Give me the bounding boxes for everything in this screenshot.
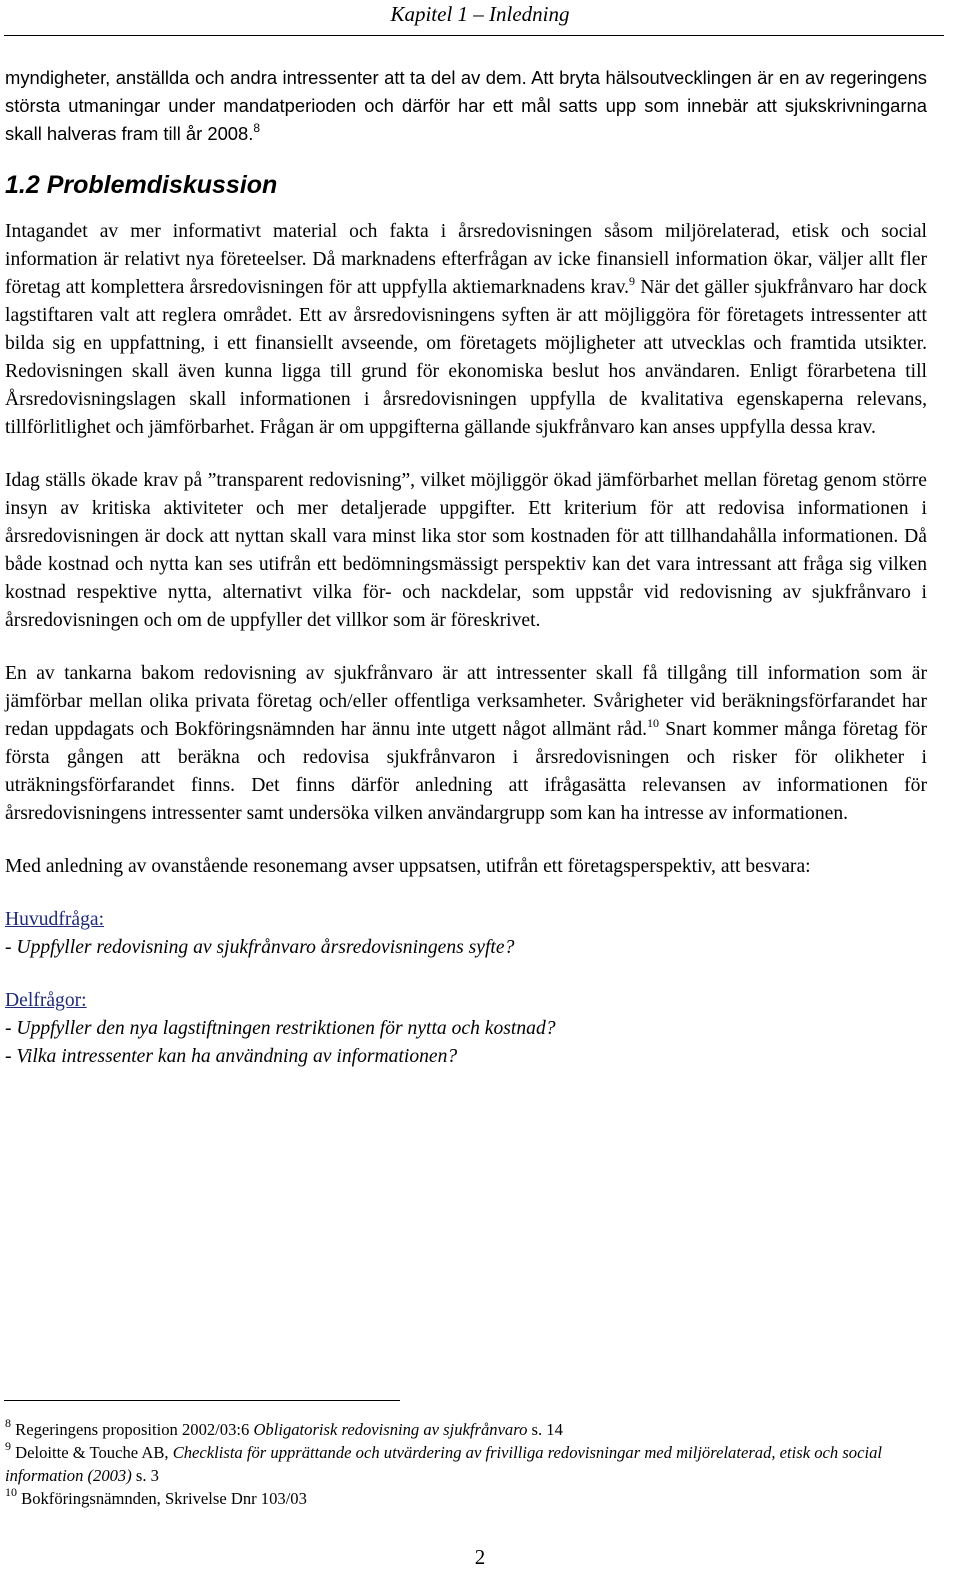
paragraph-text: När det gäller sjukfrånvaro har dock lagstiftaren valt att reglera området. Ett av årsredovisningens syften är att möjliggöra för företagets intressenter att bilda sig en uppfattning, i ett finansiellt avseende, om företagets möjligheter att utvecklas och framtida utsikter. Redovisningen skall även kunna ligga till grund för ekonomiska beslut hos användaren. Enligt förarbetena till Årsredovisningslagen skall informationen i årsredovisningen uppfylla de kvalitativa egenskaperna relevans, tillförlitlighet och jämförbarhet. Frågan är om uppgifterna gällande sjukfrånvaro kan anses uppfylla dessa krav.: [5, 277, 927, 438]
footnote-page: s. 14: [527, 1420, 563, 1439]
sub-question-2: - Vilka intressenter kan ha användning av informationen?: [5, 1046, 458, 1067]
paragraph-text: Intagandet av mer informativt material och fakta i årsredovisningen såsom miljörelaterad, etisk och social information är relativt nya företeelser. Då marknadens efterfrågan av icke finansiell information ökar, väljer allt fler företag att komplettera årsredovisningen för att uppfylla aktiemarknadens krav.: [5, 221, 927, 298]
footnote-ref-10[interactable]: 10: [647, 716, 660, 730]
footnote-rule: [4, 1400, 400, 1401]
paragraph-purpose: Med anledning av ovanstående resonemang avser uppsatsen, utifrån ett företagsperspektiv, att besvara:: [5, 856, 811, 877]
main-question-heading: Huvudfråga:: [5, 909, 105, 930]
footnotes: [5, 1418, 927, 1510]
page-number: 2: [474, 1545, 486, 1569]
footnote-ref-8[interactable]: 8: [253, 121, 261, 135]
footnote-number: 9: [5, 1439, 11, 1453]
footnote-9: [5, 1441, 927, 1487]
footnote-title: Obligatorisk redovisning av sjukfrånvaro: [253, 1420, 528, 1439]
footnote-ref-9[interactable]: 9: [629, 274, 636, 288]
section-heading: 1.2 Problemdiskussion: [5, 171, 278, 199]
paragraph-text: myndigheter, anställda och andra intressenter att ta del av dem. Att bryta hälsoutvecklingen är en av regeringens största utmaningar under mandatperioden och därför har ett mål satts upp som innebär att sjukskrivningarna skall halveras fram till år 2008.: [5, 67, 927, 144]
paragraph-text: En av tankarna bakom redovisning av sjukfrånvaro är att intressenter skall få tillgång till information som är jämförbar mellan olika privata företag och/eller offentliga verksamheter. Svårigheter vid beräkningsförfarandet har redan uppdagats och Bokföringsnämnden har ännu inte utgett något allmänt råd.: [5, 663, 927, 740]
paragraph-problem-3: [5, 660, 927, 828]
main-content: [5, 64, 927, 1071]
header-rule: [4, 35, 944, 36]
paragraph-text: Snart kommer många företag för första gången att beräkna och redovisa sjukfrånvaron i årsredovisningen och risker för olikheter i uträkningsförfarandet finns. Det finns därför anledning att ifrågasätta relevansen av informationen för årsredovisningens intressenter samt undersöka vilken användargrupp som kan ha intresse av informationen.: [5, 719, 927, 824]
footnote-number: 10: [5, 1485, 17, 1499]
footnote-text: Deloitte & Touche AB,: [11, 1443, 173, 1462]
footnote-title: Checklista för upprättande och utvärdering av frivilliga redovisningar med miljörelaterad, etisk och social information (2003): [5, 1443, 882, 1485]
running-head: Kapitel 1 – Inledning: [390, 2, 570, 26]
footnote-number: 8: [5, 1416, 11, 1430]
sub-question-1: - Uppfyller den nya lagstiftningen restriktionen för nytta och kostnad?: [5, 1018, 556, 1039]
paragraph-problem-2: Idag ställs ökade krav på ”transparent redovisning”, vilket möjliggör ökad jämförbarhet mellan företag genom större insyn av kritiska aktiviteter och mer detaljerade uppgifter. Ett kriterium för att redovisa informationen i årsredovisningen är dock att nyttan skall vara minst lika stor som kostnaden för att tillhandahålla informationen. Då både kostnad och nytta kan ses utifrån ett bedömningsmässigt perspektiv kan det vara intressant att fråga sig vilken kostnad respektive nytta, alternativt vilka för- och nackdelar, som uppstår vid redovisning av sjukfrånvaro i årsredovisningen och om de uppfyller det villkor som är föreskrivet.: [5, 470, 927, 631]
footnote-10: [5, 1487, 927, 1510]
paragraph-problem-1: [5, 218, 927, 442]
paragraph-intro: [5, 64, 927, 148]
main-question: - Uppfyller redovisning av sjukfrånvaro årsredovisningens syfte?: [5, 937, 515, 958]
footnote-8: [5, 1418, 927, 1441]
footnote-text: Regeringens proposition 2002/03:6: [11, 1420, 254, 1439]
sub-questions-heading: Delfrågor:: [5, 990, 87, 1011]
footnote-page: s. 3: [131, 1466, 159, 1485]
footnote-text: Bokföringsnämnden, Skrivelse Dnr 103/03: [17, 1489, 307, 1508]
